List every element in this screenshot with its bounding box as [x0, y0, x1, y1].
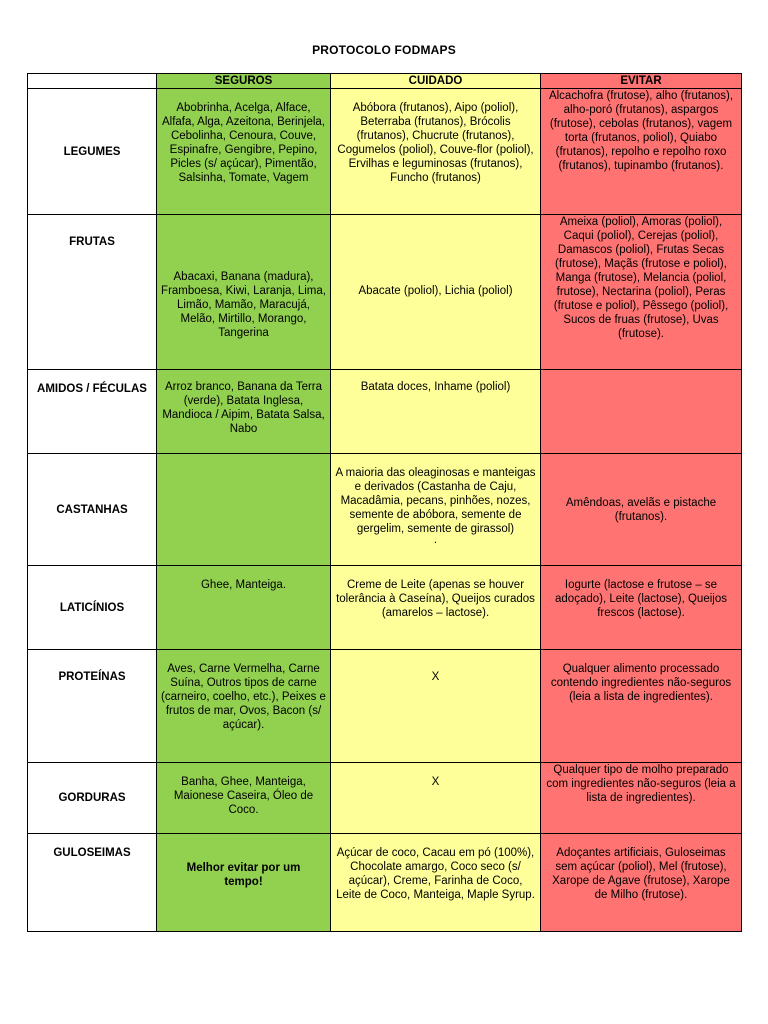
fodmap-table [27, 73, 742, 932]
avoid-cell: Qualquer alimento processado contendo ingredientes não-seguros (leia a lista de ingredientes). [541, 650, 742, 763]
header-blank [28, 74, 157, 89]
table-row [28, 763, 742, 834]
safe-text: Melhor evitar por um tempo! [186, 862, 301, 888]
category-cell: FRUTAS [28, 215, 157, 370]
care-cell: X [331, 763, 541, 834]
avoid-cell: Ameixa (poliol), Amoras (poliol), Caqui (poliol), Cerejas (poliol), Damascos (poliol), Frutas Secas (frutose), Maçãs (frutose e poliol), Manga (frutose), Melancia (poliol, frutose), Nectarina (poliol), Peras (frutose e poliol), Pêssego (poliol), Sucos de fruas (frutose), Uvas (frutose). [541, 215, 742, 370]
avoid-cell: Alcachofra (frutose), alho (frutanos), alho-poró (frutanos), aspargos (frutose), cebolas (frutanos), vagem torta (frutanos, poliol), Quiabo (frutanos), repolho e repolho roxo (frutanos), tupinambo (frutanos). [541, 89, 742, 215]
category-cell: GULOSEIMAS [28, 834, 157, 932]
table-row [28, 215, 742, 370]
header-avoid: EVITAR [541, 74, 742, 89]
care-cell: Abóbora (frutanos), Aipo (poliol), Beterraba (frutanos), Brócolis (frutanos), Chucrute (frutanos), Cogumelos (poliol), Couve-flor (poliol), Ervilhas e leguminosas (frutanos), Funcho (frutanos) [331, 89, 541, 215]
safe-cell: Arroz branco, Banana da Terra (verde), Batata Inglesa, Mandioca / Aipim, Batata Salsa, Nabo [157, 370, 331, 454]
care-cell [331, 215, 541, 370]
category-cell: LATICÍNIOS [28, 566, 157, 650]
care-cell: Açúcar de coco, Cacau em pó (100%), Chocolate amargo, Coco seco (s/ açúcar), Creme, Farinha de Coco, Leite de Coco, Manteiga, Maple Syrup. [331, 834, 541, 932]
care-extra: . [433, 534, 438, 546]
avoid-cell: Adoçantes artificiais, Guloseimas sem açúcar (poliol), Mel (frutose), Xarope de Agave (frutose), Xarope de Milho (frutose). [541, 834, 742, 932]
care-text: Abacate (poliol), Lichia (poliol) [358, 285, 513, 297]
table-row [28, 566, 742, 650]
header-care: CUIDADO [331, 74, 541, 89]
table-row [28, 454, 742, 566]
care-cell: Batata doces, Inhame (poliol) [331, 370, 541, 454]
header-row [28, 74, 742, 89]
table-row [28, 834, 742, 932]
care-cell: Creme de Leite (apenas se houver tolerância à Caseína), Queijos curados (amarelos – lactose). [331, 566, 541, 650]
avoid-cell: Iogurte (lactose e frutose – se adoçado), Leite (lactose), Queijos frescos (lactose). [541, 566, 742, 650]
table-row [28, 89, 742, 215]
safe-cell: Aves, Carne Vermelha, Carne Suína, Outros tipos de carne (carneiro, coelho, etc.), Peixes e frutos de mar, Ovos, Bacon (s/ açúcar). [157, 650, 331, 763]
avoid-cell: Qualquer tipo de molho preparado com ingredientes não-seguros (leia a lista de ingredientes). [541, 763, 742, 834]
safe-cell [157, 215, 331, 370]
category-cell: CASTANHAS [28, 454, 157, 566]
category-cell: LEGUMES [28, 89, 157, 215]
header-safe: SEGUROS [157, 74, 331, 89]
safe-cell: Ghee, Manteiga. [157, 566, 331, 650]
avoid-cell: Amêndoas, avelãs e pistache (frutanos). [541, 454, 742, 566]
category-cell: GORDURAS [28, 763, 157, 834]
care-cell: X [331, 650, 541, 763]
safe-text: Abacaxi, Banana (madura), Framboesa, Kiwi, Laranja, Lima, Limão, Mamão, Maracujá, Melão, Mirtillo, Morango, Tangerina [161, 271, 326, 339]
care-text: A maioria das oleaginosas e manteigas e derivados (Castanha de Caju, Macadâmia, pecans, pinhões, nozes, semente de abóbora, semente de gergelim, semente de girassol) [335, 467, 536, 535]
safe-cell: Banha, Ghee, Manteiga, Maionese Caseira, Óleo de Coco. [157, 763, 331, 834]
category-cell: PROTEÍNAS [28, 650, 157, 763]
safe-cell: Abobrinha, Acelga, Alface, Alfafa, Alga, Azeitona, Berinjela, Cebolinha, Cenoura, Couve, Espinafre, Gengibre, Pepino, Picles (s/ açúcar), Pimentão, Salsinha, Tomate, Vagem [157, 89, 331, 215]
avoid-cell [541, 370, 742, 454]
document-title: PROTOCOLO FODMAPS [312, 43, 456, 57]
category-cell: AMIDOS / FÉCULAS [28, 370, 157, 454]
care-cell [331, 454, 541, 566]
safe-cell [157, 834, 331, 932]
safe-cell [157, 454, 331, 566]
table-row [28, 650, 742, 763]
table-row [28, 370, 742, 454]
